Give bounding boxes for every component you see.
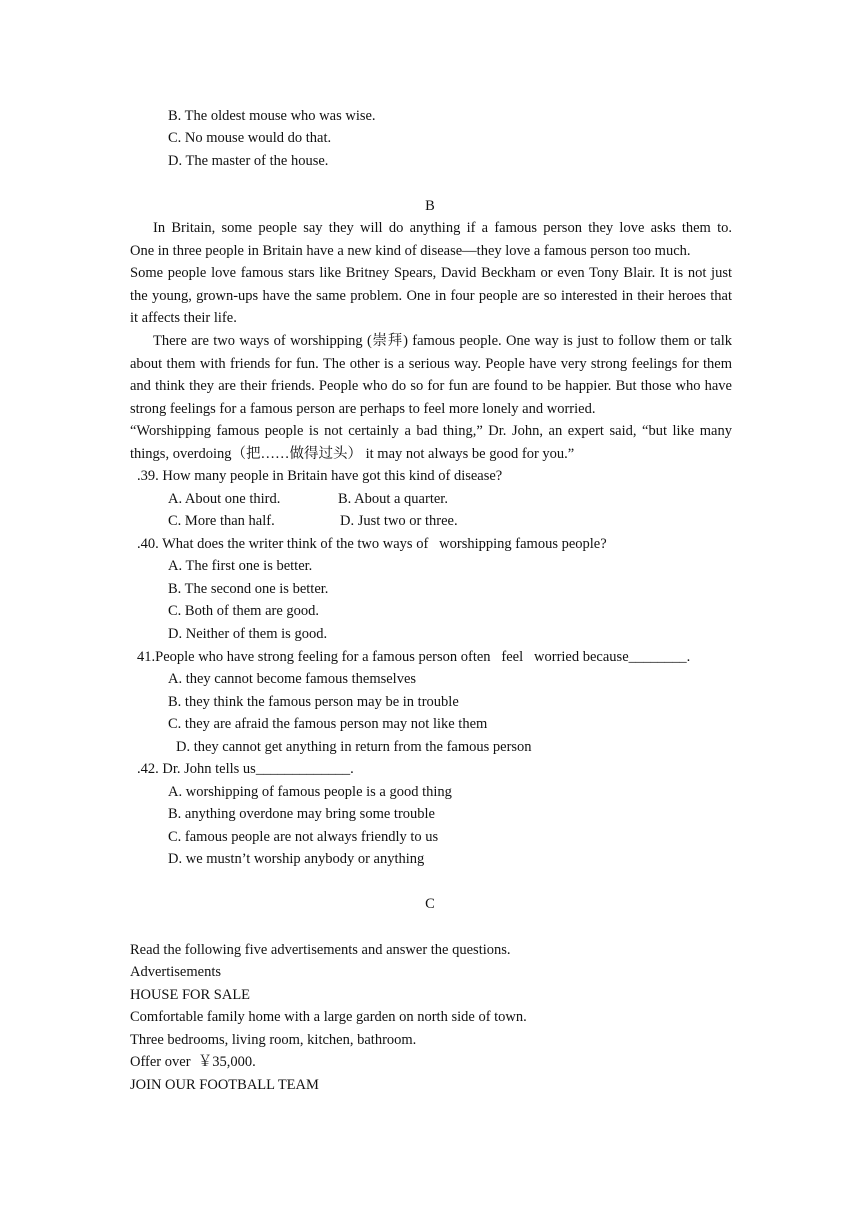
question-40-option-a: A. The first one is better. (168, 558, 313, 574)
question-41-option-a: A. they cannot become famous themselves (168, 671, 417, 687)
question-41-option-b: B. they think the famous person may be in trouble (168, 694, 459, 710)
question-42-option-b: B. anything overdone may bring some trouble (168, 806, 435, 822)
prev-option-b: B. The oldest mouse who was wise. (168, 108, 376, 124)
question-41-option-c: C. they are afraid the famous person may not like them (168, 716, 488, 732)
section-c-intro: Read the following five advertisements and answer the questions. (130, 942, 511, 958)
ad-house-price: Offer over ￥35,000. (130, 1054, 256, 1070)
passage-b-paragraph-3: “Worshipping famous people is not certainly a bad thing,” Dr. John, an expert said, “but like many things, overdoing（把……做得过头） it may not always be good for you.” (130, 423, 732, 462)
question-42-option-d: D. we mustn’t worship anybody or anything (168, 851, 425, 867)
question-41-stem: 41.People who have strong feeling for a famous person often feel worried because________. (137, 649, 691, 665)
question-42-stem: .42. Dr. John tells us_____________. (137, 761, 354, 777)
section-b-heading: B (425, 198, 435, 214)
question-39-options-row-2 (168, 510, 458, 533)
passage-b-paragraph-1-rest: Some people love famous stars like Britney Spears, David Beckham or even Tony Blair. It is not just the young, grown-ups have the same problem. One in four people are so interested in their heroes that it affects their life. (130, 265, 732, 326)
question-39-option-c: C. More than half. (168, 513, 275, 529)
question-39-options-row-1 (168, 488, 448, 511)
ad-house-line-1: Comfortable family home with a large garden on north side of town. (130, 1009, 527, 1025)
ad-house-line-2: Three bedrooms, living room, kitchen, bathroom. (130, 1032, 417, 1048)
question-40-option-c: C. Both of them are good. (168, 603, 320, 619)
section-c-heading: C (425, 896, 435, 912)
passage-b-paragraph-2: There are two ways of worshipping (崇拜) famous people. One way is just to follow them or talk about them with friends for fun. The other is a serious way. People have very strong feelings for them and think they are their friends. People who do so for fun are found to be happier. But those who have strong feelings for a famous person are perhaps to feel more lonely and worried. (130, 333, 732, 417)
ad-football-title: JOIN OUR FOOTBALL TEAM (130, 1077, 319, 1093)
question-40-option-d: D. Neither of them is good. (168, 626, 328, 642)
question-40-option-b: B. The second one is better. (168, 581, 329, 597)
section-c-subtitle: Advertisements (130, 964, 222, 980)
question-39-option-b: B. About a quarter. (338, 491, 448, 507)
ad-house-title: HOUSE FOR SALE (130, 987, 251, 1003)
question-40-stem: .40. What does the writer think of the two ways of worshipping famous people? (137, 536, 607, 552)
passage-b-paragraph-1-line-2: One in three people in Britain have a new kind of disease—they love a famous person too much. (130, 243, 691, 259)
prev-option-c: C. No mouse would do that. (168, 130, 332, 146)
question-42-option-a: A. worshipping of famous people is a good thing (168, 784, 452, 800)
question-39-stem: .39. How many people in Britain have got this kind of disease? (137, 468, 503, 484)
prev-option-d: D. The master of the house. (168, 153, 329, 169)
question-39-option-d: D. Just two or three. (340, 513, 458, 529)
question-42-option-c: C. famous people are not always friendly to us (168, 829, 439, 845)
question-39-option-a: A. About one third. (168, 491, 281, 507)
passage-b-paragraph-1-line-1: In Britain, some people say they will do anything if a famous person they love asks them to. (153, 220, 732, 236)
question-41-option-d: D. they cannot get anything in return from the famous person (176, 739, 532, 755)
